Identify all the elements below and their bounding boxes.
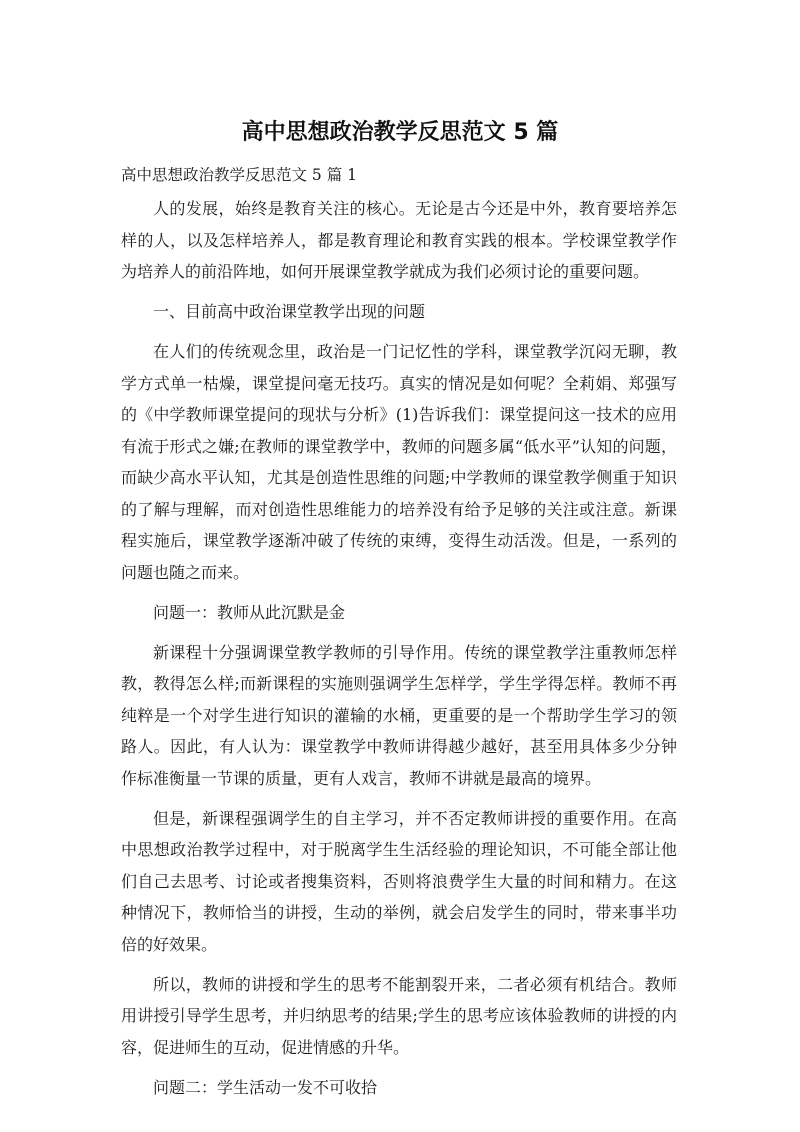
- body-paragraph: 新课程十分强调课堂教学教师的引导作用。传统的课堂教学注重教师怎样教，教得怎么样;而新课程的实施则强调学生怎样学，学生学得怎样。教师不再纯粹是一个对学生进行知识的灌输的水桶，更重要的是一个帮助学生学习的领路人。因此，有人认为：课堂教学中教师讲得越少越好，甚至用具体多少分钟作标准衡量一节课的质量，更有人戏言，教师不讲就是最高的境界。: [121, 642, 677, 788]
- problem-heading: 问题二：学生活动一发不可收拾: [153, 1077, 378, 1097]
- problem-heading: 问题一：教师从此沉默是金: [153, 602, 346, 622]
- document-body: [121, 193, 677, 1112]
- body-paragraph: 但是，新课程强调学生的自主学习，并不否定教师讲授的重要作用。在高中思想政治教学过程中，对于脱离学生生活经验的理论知识，不可能全部让他们自己去思考、讨论或者搜集资料，否则将浪费学生大量的时间和精力。在这种情况下，教师恰当的讲授，生动的举例，就会启发学生的同时，带来事半功倍的好效果。: [121, 808, 677, 954]
- section-heading: 一、目前高中政治课堂教学出现的问题: [153, 302, 426, 321]
- document-subtitle: 高中思想政治教学反思范文 5 篇 1: [121, 166, 358, 184]
- body-paragraph: 所以，教师的讲授和学生的思考不能割裂开来，二者必须有机结合。教师用讲授引导学生思考，并归纳思考的结果;学生的思考应该体验教师的讲授的内容，促进师生的互动，促进情感的升华。: [121, 974, 677, 1057]
- body-paragraph: 人的发展，始终是教育关注的核心。无论是古今还是中外，教育要培养怎样的人，以及怎样培养人，都是教育理论和教育实践的根本。学校课堂教学作为培养人的前沿阵地，如何开展课堂教学就成为我们必须讨论的重要问题。: [121, 199, 677, 281]
- document-title: 高中思想政治教学反思范文 5 篇: [241, 120, 559, 145]
- body-paragraph: 在人们的传统观念里，政治是一门记忆性的学科，课堂教学沉闷无聊，教学方式单一枯燥，课堂提问毫无技巧。真实的情况是如何呢？全莉娟、郑强写的《中学教师课堂提问的现状与分析》(1)告诉我们：课堂提问这一技术的应用有流于形式之嫌;在教师的课堂教学中，教师的问题多属“低水平”认知的问题，而缺少高水平认知，尤其是创造性思维的问题;中学教师的课堂教学侧重于知识的了解与理解，而对创造性思维能力的培养没有给予足够的关注或注意。新课程实施后，课堂教学逐渐冲破了传统的束缚，变得生动活泼。但是，一系列的问题也随之而来。: [121, 342, 677, 582]
